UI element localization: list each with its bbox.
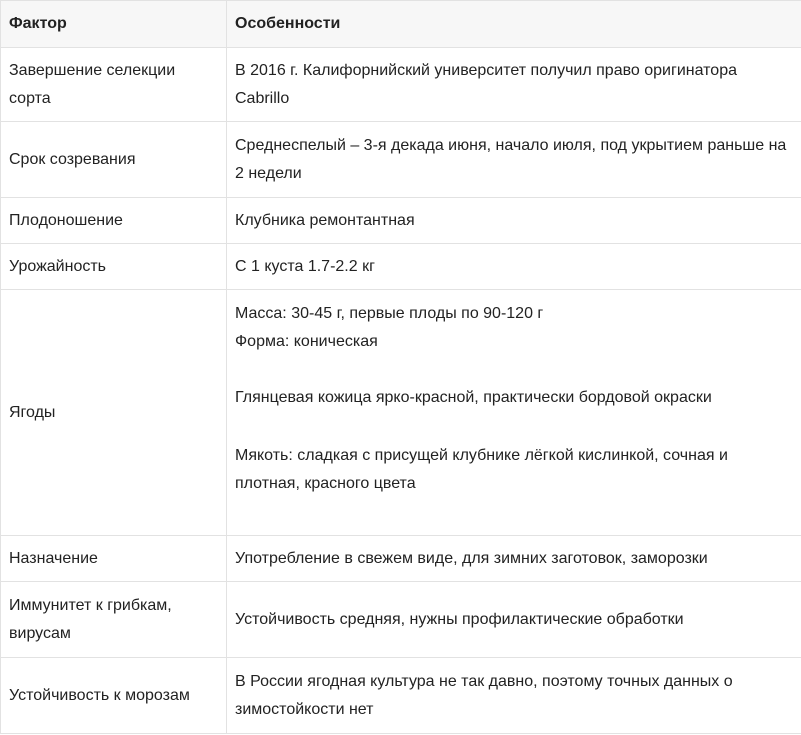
table-row [1, 48, 801, 122]
header-factor: Фактор [1, 1, 227, 48]
table-row [1, 290, 801, 536]
berry-mass: Масса: 30-45 г, первые плоды по 90-120 г [235, 305, 544, 322]
header-features: Особенности [227, 1, 801, 48]
row-factor: Плодоношение [1, 198, 227, 244]
row-feature: С 1 куста 1.7-2.2 кг [227, 244, 801, 290]
row-feature: Устойчивость средняя, нужны профилактические обработки [227, 582, 801, 658]
row-factor: Урожайность [1, 244, 227, 290]
row-factor: Устойчивость к морозам [1, 658, 227, 734]
berry-flesh: Мякоть: сладкая с присущей клубнике лёгкой кислинкой, сочная и плотная, красного цвета [235, 447, 728, 492]
row-feature-multiline [227, 290, 801, 536]
spacer [235, 412, 793, 442]
table-row [1, 658, 801, 734]
row-factor: Завершение селекции сорта [1, 48, 227, 122]
row-feature: Клубника ремонтантная [227, 198, 801, 244]
table-row [1, 198, 801, 244]
row-feature: В России ягодная культура не так давно, поэтому точных данных о зимостойкости нет [227, 658, 801, 734]
table-row [1, 582, 801, 658]
table-row [1, 122, 801, 198]
row-feature: В 2016 г. Калифорнийский университет получил право оригинатора Cabrillo [227, 48, 801, 122]
row-feature: Употребление в свежем виде, для зимних заготовок, заморозки [227, 536, 801, 582]
table-row [1, 536, 801, 582]
berry-shape: Форма: коническая [235, 333, 378, 350]
spacer [235, 356, 793, 384]
table-header-row [1, 1, 801, 48]
row-factor: Срок созревания [1, 122, 227, 198]
row-feature: Среднеспелый – 3-я декада июня, начало июля, под укрытием раньше на 2 недели [227, 122, 801, 198]
berry-skin: Глянцевая кожица ярко-красной, практически бордовой окраски [235, 389, 712, 406]
table-row [1, 244, 801, 290]
row-factor: Иммунитет к грибкам, вирусам [1, 582, 227, 658]
row-factor: Ягоды [1, 290, 227, 536]
row-factor: Назначение [1, 536, 227, 582]
